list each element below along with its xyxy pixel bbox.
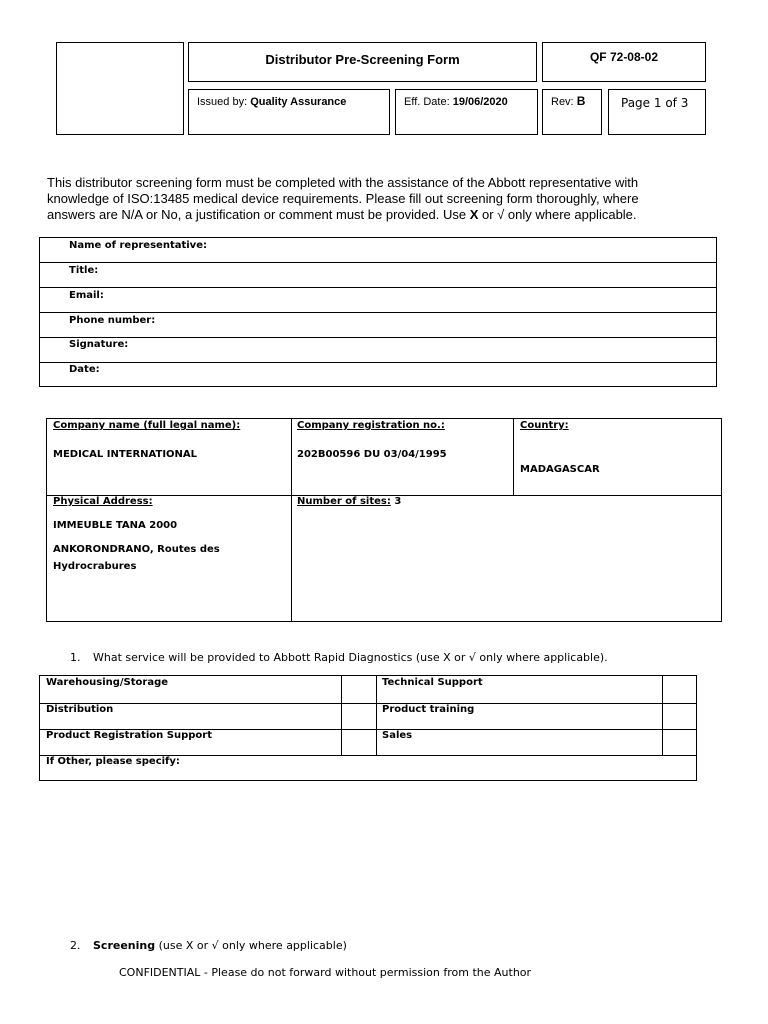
company-reg-label: Company registration no.: xyxy=(297,420,445,431)
address-label: Physical Address: xyxy=(53,496,153,507)
intro-x-mark: X xyxy=(469,207,479,222)
revision xyxy=(551,94,585,108)
issued-by-box xyxy=(188,89,390,135)
intro-line-2: knowledge of ISO:13485 medical device requirements. Please fill out screening form thoroughly, where xyxy=(47,191,639,206)
question-2-number: 2. xyxy=(70,939,81,952)
question-2 xyxy=(93,939,347,952)
eff-date-label: Eff. Date: xyxy=(404,96,453,108)
checkbox-sales[interactable] xyxy=(663,730,697,755)
service-technical-support: Technical Support xyxy=(382,677,483,688)
checkbox-technical-support[interactable] xyxy=(663,676,697,703)
rep-phone-field[interactable]: Phone number: xyxy=(69,315,156,326)
company-name-label: Company name (full legal name): xyxy=(53,420,241,431)
issued-by-value: Quality Assurance xyxy=(250,96,347,108)
rep-signature-field[interactable]: Signature: xyxy=(69,339,129,350)
title-box xyxy=(188,42,537,82)
rev-box xyxy=(542,89,602,135)
rev-label: Rev: xyxy=(551,96,577,108)
logo-box xyxy=(56,42,184,135)
address-line-2: ANKORONDRANO, Routes des xyxy=(53,544,220,555)
services-table xyxy=(39,675,697,781)
page-number-box xyxy=(608,89,706,135)
service-distribution: Distribution xyxy=(46,704,114,715)
representative-table xyxy=(39,237,717,387)
rep-name-field[interactable]: Name of representative: xyxy=(69,240,207,251)
intro-line-1: This distributor screening form must be completed with the assistance of the Abbott representative with xyxy=(47,175,639,190)
company-name-value: MEDICAL INTERNATIONAL xyxy=(53,449,198,460)
doc-code-box xyxy=(542,42,706,82)
question-1-number: 1. xyxy=(70,651,81,664)
checkbox-product-registration[interactable] xyxy=(342,730,376,755)
company-reg-value: 202B00596 DU 03/04/1995 xyxy=(297,449,447,460)
sites-label: Number of sites: xyxy=(297,496,391,507)
question-2-title: Screening xyxy=(93,939,156,952)
company-table xyxy=(46,418,722,622)
form-title: Distributor Pre-Screening Form xyxy=(265,52,460,67)
country-value: MADAGASCAR xyxy=(520,464,600,475)
checkbox-distribution[interactable] xyxy=(342,704,376,729)
intro-line-3 xyxy=(47,207,637,222)
service-warehousing: Warehousing/Storage xyxy=(46,677,169,688)
issued-by xyxy=(197,96,346,108)
rep-email-field[interactable]: Email: xyxy=(69,290,104,301)
page-number: Page 1 of 3 xyxy=(621,96,689,110)
question-2-note: (use X or √ only where applicable) xyxy=(155,939,347,952)
eff-date-box xyxy=(395,89,538,135)
address-line-3: Hydrocrabures xyxy=(53,561,137,572)
rep-date-field[interactable]: Date: xyxy=(69,364,100,375)
issued-by-label: Issued by: xyxy=(197,96,251,108)
question-1-text: What service will be provided to Abbott Rapid Diagnostics (use X or √ only where applicable). xyxy=(93,651,608,664)
other-service-field[interactable]: If Other, please specify: xyxy=(46,756,180,767)
country-label: Country: xyxy=(520,420,569,431)
intro-line-3-b: or √ only where applicable. xyxy=(478,207,637,222)
service-product-training: Product training xyxy=(382,704,475,715)
service-sales: Sales xyxy=(382,730,413,741)
intro-line-3-a: answers are N/A or No, a justification or comment must be provided. Use xyxy=(47,207,470,222)
number-of-sites xyxy=(297,496,401,507)
sites-value: 3 xyxy=(390,496,402,507)
checkbox-product-training[interactable] xyxy=(663,704,697,729)
confidential-footer: CONFIDENTIAL - Please do not forward without permission from the Author xyxy=(119,966,532,979)
eff-date-value: 19/06/2020 xyxy=(452,96,508,108)
rep-title-field[interactable]: Title: xyxy=(69,265,99,276)
checkbox-warehousing[interactable] xyxy=(342,676,376,703)
address-line-1: IMMEUBLE TANA 2000 xyxy=(53,520,178,531)
eff-date xyxy=(404,96,508,108)
rev-value: B xyxy=(576,94,586,108)
doc-code: QF 72-08-02 xyxy=(589,50,659,64)
service-product-registration: Product Registration Support xyxy=(46,730,212,741)
